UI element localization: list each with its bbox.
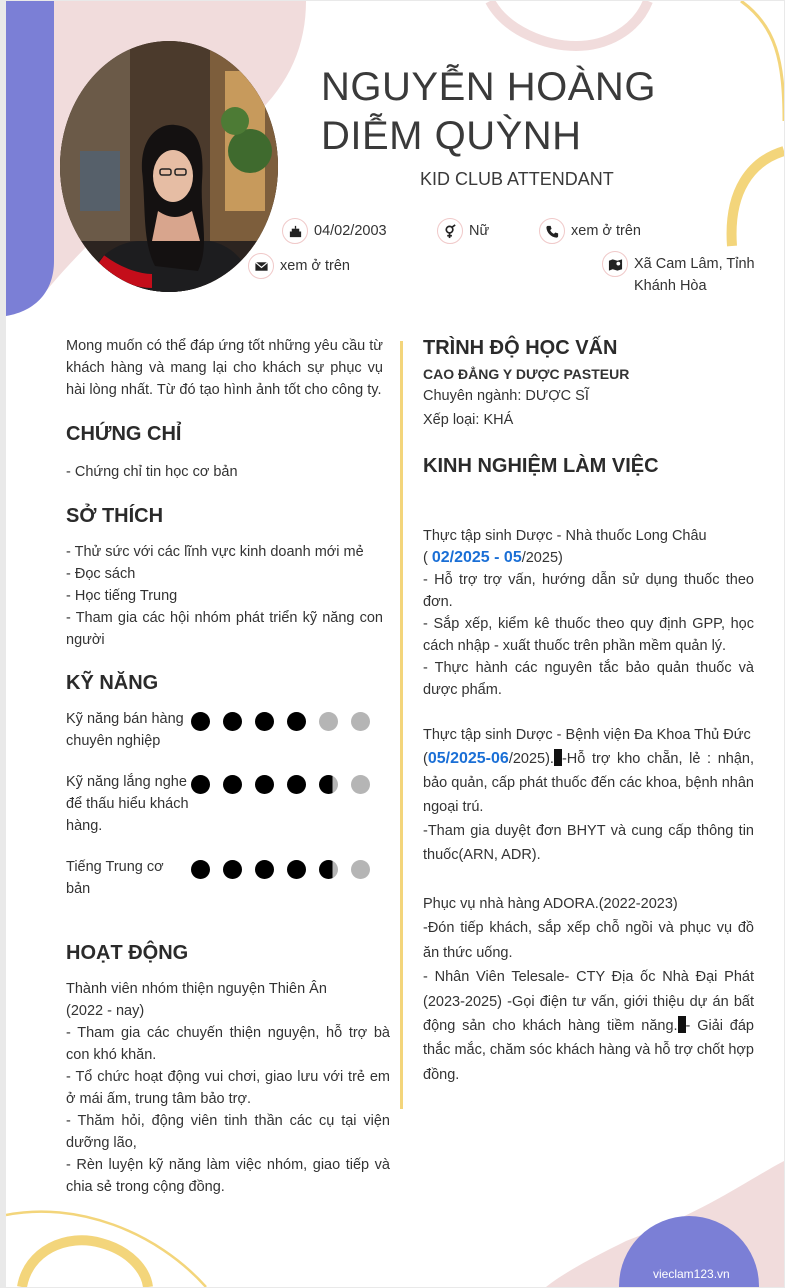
list-item: - Thăm hỏi, động viên tinh thần các cụ tại viện dưỡng lão, [66,1113,390,1151]
list-item: - Thực hành các nguyên tắc bảo quản thuốc và dược phẩm. [423,660,754,698]
gender-info [437,220,489,244]
phone-value: xem ở trên [571,223,641,239]
list-item: - Tham gia các chuyến thiện nguyện, hỗ trợ bà con khó khăn. [66,1025,390,1063]
rating-dot [351,860,370,879]
birthday-info [282,220,387,244]
rating-dot [223,775,242,794]
rating-dot [255,775,274,794]
rating-dot [255,712,274,731]
job-2 [423,723,754,867]
experience-heading: KINH NGHIỆM LÀM VIỆC [423,455,659,477]
skill-row [66,708,396,752]
hobbies-list [66,541,383,651]
rating-dot [319,860,338,879]
email-info [248,255,350,279]
gender-icon [437,218,463,244]
hobbies-heading: SỞ THÍCH [66,505,164,527]
phone-icon [539,218,565,244]
certificates-heading: CHỨNG CHỈ [66,423,182,445]
list-item: - Rèn luyện kỹ năng làm việc nhóm, giao tiếp và chia sẻ trong cộng đồng. [66,1157,390,1195]
address-value: Xã Cam Lâm, Tỉnh Khánh Hòa [634,256,755,294]
job-title-line: Phục vụ nhà hàng ADORA.(2022-2023) [423,896,678,912]
school-name: CAO ĐẲNG Y DƯỢC PASTEUR [423,366,630,382]
list-item: - Đọc sách [66,566,136,582]
activities-body [66,978,390,1198]
list-item: - Tham gia các hội nhóm phát triển kỹ năng con người [66,610,383,648]
certificate-item: - Chứng chỉ tin học cơ bản [66,464,238,480]
cake-icon [282,218,308,244]
profile-photo [60,41,278,292]
activity-period: (2022 - nay) [66,1003,145,1019]
skill-row [66,771,396,837]
email-icon [248,253,274,279]
address-info [602,253,762,297]
list-item: - Học tiếng Trung [66,588,178,604]
rating-dot [319,712,338,731]
job-period: (05/2025-06/2025). -Hỗ trợ kho chẵn, lẻ : nhận, bảo quản, cấp phát thuốc đến các khoa, bệnh nhân ngoại trú. [423,750,754,815]
skill-name: Kỹ năng lắng nghe để thấu hiểu khách hàng. [66,774,189,834]
major: Chuyên ngành: DƯỢC SĨ [423,388,589,404]
career-objective: Mong muốn có thể đáp ứng tốt những yêu cầu từ khách hàng và mang lại cho khách sự phục vụ hài lòng nhất. Từ đó tạo hình ảnh tốt cho công ty. [66,338,383,398]
rating-dot [191,775,210,794]
column-divider [400,341,403,1109]
email-value: xem ở trên [280,258,350,274]
map-icon [602,251,628,277]
rating-dot [351,712,370,731]
job-title-line: Thực tập sinh Dược - Bệnh viện Đa Khoa Thủ Đức [423,727,751,743]
rating-dot [351,775,370,794]
gender-value: Nữ [469,223,490,239]
skill-name: Tiếng Trung cơ bản [66,859,164,897]
list-item: -Tham gia duyệt đơn BHYT và cung cấp thông tin thuốc(ARN, ADR). [423,823,754,863]
list-item: -Đón tiếp khách, sắp xếp chỗ ngồi và phục vụ đồ ăn thức uống. [423,920,754,961]
grade: Xếp loại: KHÁ [423,412,514,428]
list-item: - Sắp xếp, kiểm kê thuốc theo quy định GPP, học cách nhập - xuất thuốc trên phần mềm quản lý. [423,616,754,654]
skill-rating [191,775,370,837]
list-item: - Tổ chức hoạt động vui chơi, giao lưu với trẻ em ở mái ấm, trung tâm bảo trợ. [66,1069,390,1107]
skill-rating [191,860,370,900]
skills-heading: KỸ NĂNG [66,672,159,694]
job-title: KID CLUB ATTENDANT [420,169,614,189]
list-item: - Nhân Viên Telesale- CTY Địa ốc Nhà Đại Phát (2023-2025) -Gọi điện tư vấn, giới thiệu dự án bất động sản cho khách hàng tiềm năng. - Giải đáp thắc mắc, chăm sóc khách hàng và hỗ trợ chốt hợp đồng. [423,969,754,1083]
job-period: ( 02/2025 - 05/2025) [423,549,563,566]
list-item: - Hỗ trợ trợ vấn, hướng dẫn sử dụng thuốc theo đơn. [423,572,754,610]
rating-dot [223,712,242,731]
rating-dot [191,712,210,731]
rating-dot [319,775,338,794]
education-heading: TRÌNH ĐỘ HỌC VẤN [423,337,618,359]
job-title-line: Thực tập sinh Dược - Nhà thuốc Long Châu [423,528,707,544]
rating-dot [287,860,306,879]
birthday-value: 04/02/2003 [314,223,387,239]
candidate-name: NGUYỄN HOÀNG DIỄM QUỲNH [321,65,656,158]
activities-heading: HOẠT ĐỘNG [66,942,189,964]
rating-dot [255,860,274,879]
rating-dot [287,775,306,794]
skill-row [66,856,396,900]
list-item: - Thử sức với các lĩnh vực kinh doanh mới mẻ [66,544,364,560]
activity-org: Thành viên nhóm thiện nguyện Thiên Ân [66,981,327,997]
rating-dot [223,860,242,879]
phone-info [539,220,641,244]
job-3 [423,892,754,1087]
rating-dot [191,860,210,879]
skill-name: Kỹ năng bán hàng chuyên nghiệp [66,711,184,749]
skill-rating [191,712,370,752]
cv-page [6,1,784,1287]
rating-dot [287,712,306,731]
job-1 [423,525,754,701]
footer-watermark: vieclam123.vn [653,1267,730,1281]
